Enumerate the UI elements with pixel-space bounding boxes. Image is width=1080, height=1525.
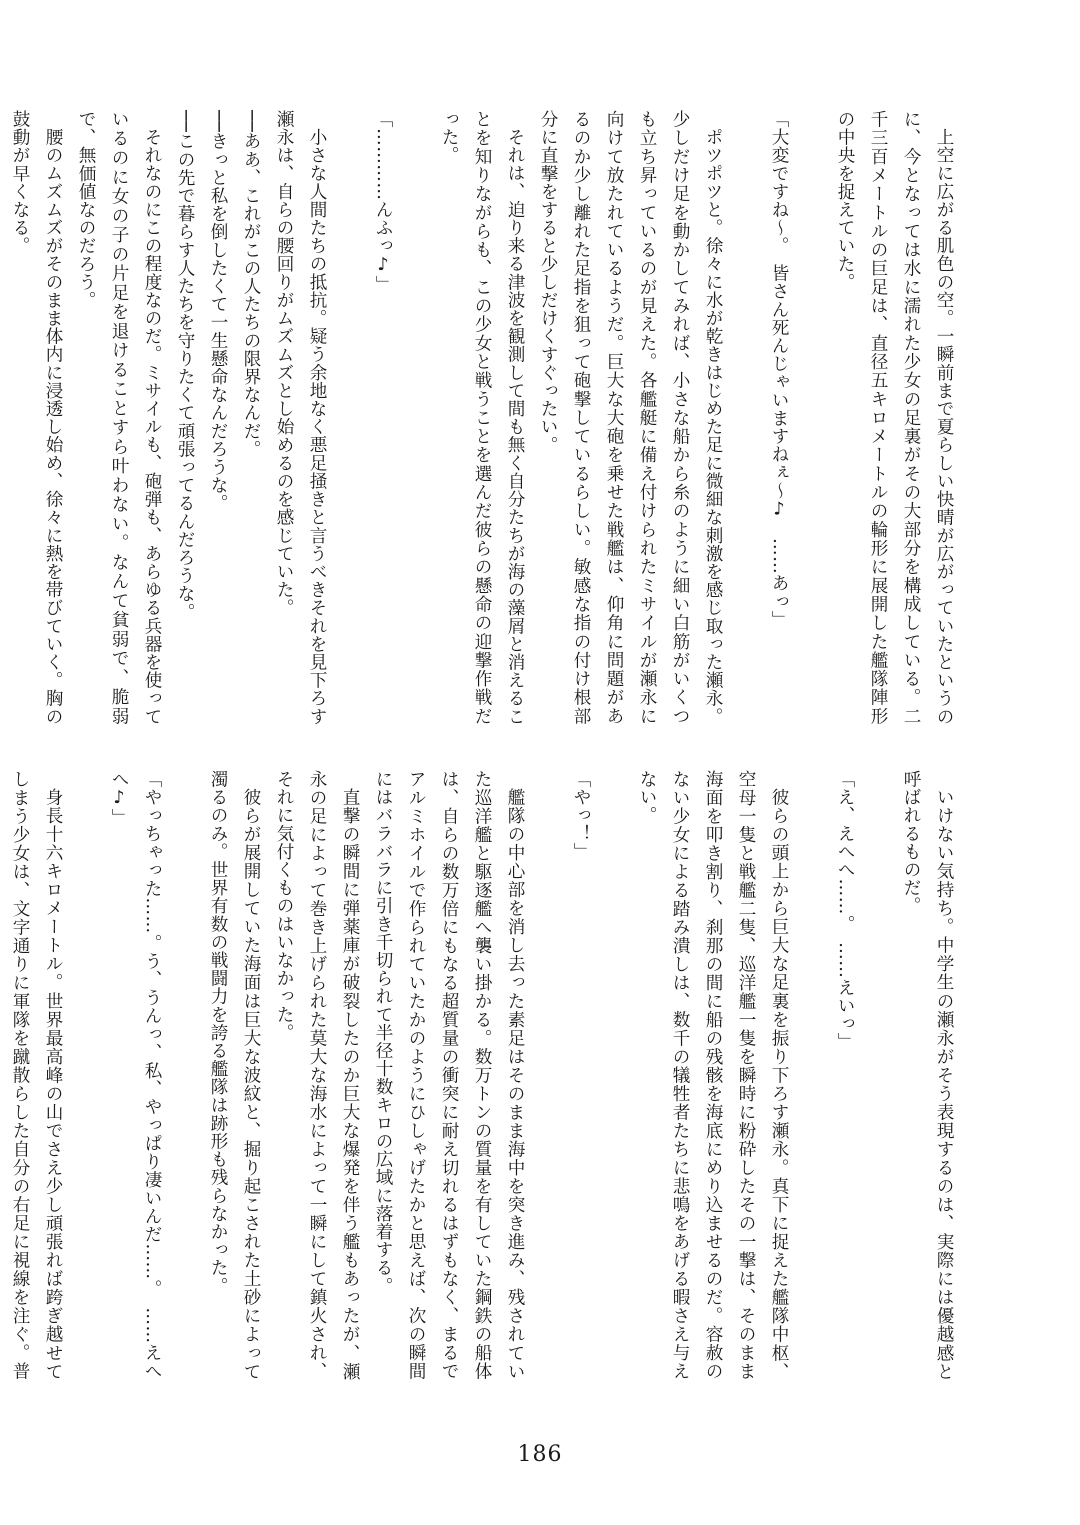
paragraph: 腰のムズムズがそのまま体内に浸透し始め、徐々に熱を帯びていく。胸の鼓動が早くなる。 <box>10 110 63 725</box>
paragraph: 小さな人間たちの抵抗。疑う余地なく悪足掻きと言うべきそれを見下ろす瀬永は、自らの腰回りがムズムズとし始めるのを感じていた。 <box>274 110 327 725</box>
blank-line <box>729 110 762 725</box>
dialogue-line: ──この先で暮らす人たちを守りたくて頑張ってるんだろうな。 <box>175 110 195 621</box>
dialogue-line: 「やっちゃった……。う、うんっ、私、やっぱり凄いんだ……。 ……えへへ♪」 <box>109 770 162 1380</box>
page-number: 186 <box>517 1442 563 1467</box>
dialogue-line: 「大変ですね〜。 皆さん死んじゃいますねぇ〜♪ ……あっ」 <box>769 110 789 629</box>
dialogue-line: 「やっ！」 <box>571 770 591 861</box>
blank-line <box>597 770 630 1380</box>
blank-line <box>69 770 102 1380</box>
blank-line <box>861 770 894 1380</box>
paragraph: 彼らの頭上から巨大な足裏を振り下ろす瀬永。真下に捉えた艦隊中枢、空母一隻と戦艦二隻、巡洋艦一隻を瞬時に粉砕したその一撃は、そのまま海面を叩き割り、刹那の間に船の残骸を海底にめり込ませるのだ。容赦のない少女による踏み潰しは、数千の犠牲者たちに悲鳴をあげる暇さえ与えない。 <box>637 770 789 1380</box>
lower-text-block <box>10 770 960 1380</box>
blank-line <box>795 770 828 1380</box>
upper-text-block <box>10 110 960 725</box>
paragraph: 身長十六キロメートル。世界最高峰の山でさえ少し頑張れば跨ぎ越せてしまう少女は、文字通りに軍隊を蹴散らした自分の右足に視線を注ぐ。普 <box>10 770 63 1380</box>
paragraph: それは、迫り来る津波を観測して間も無く自分たちが海の藻屑と消えることを知りながらも、この少女と戦うことを選んだ彼らの懸命の迎撃作戦だった。 <box>439 110 525 725</box>
paragraph: ポツポツと。徐々に水が乾きはじめた足に微細な刺激を感じ取った瀬永。少しだけ足を動かしてみれば、小さな船から糸のように細い白筋がいくつも立ち昇っているのが見えた。各艦艇に備え付けられたミサイルが瀬永に向けて放たれているようだ。巨大な大砲を乗せた戦艦は、仰角に問題があるのか少し離れた足指を狙って砲撃しているらしい。敏感な指の付け根部分に直撃をすると少しだけくすぐったい。 <box>538 110 723 725</box>
blank-line <box>531 770 564 1380</box>
paragraph: 彼らが展開していた海面は巨大な波紋と、掘り起こされた土砂によって濁るのみ。世界有数の戦闘力を誇る艦隊は跡形も残らなかった。 <box>208 770 261 1380</box>
blank-line <box>795 110 828 725</box>
paragraph: 艦隊の中心部を消し去った素足はそのまま海中を突き進み、残されていた巡洋艦と駆逐艦へ襲い掛かる。数万トンの質量を有していた鋼鉄の船体は、自らの数万倍にもなる超質量の衝突に耐え切れるはずもなく、まるでアルミホイルで作られていたかのようにひしゃげたかと思えば、次の瞬間にはバラバラに引き千切られて半径十数キロの広域に落着する。 <box>373 770 525 1380</box>
blank-line <box>168 770 201 1380</box>
dialogue-line: 「…………んふっ♪」 <box>373 110 393 294</box>
paragraph: いけない気持ち。中学生の瀬永がそう表現するのは、実際には優越感と呼ばれるものだ。 <box>901 770 954 1380</box>
paragraph <box>0 110 3 725</box>
blank-line <box>333 110 366 725</box>
dialogue-line: 「え、えへへ……。 ……えいっ」 <box>835 770 855 1051</box>
paragraph: それなのにこの程度なのだ。ミサイルも、砲弾も、あらゆる兵器を使っているのに女の子の片足を退けることすら叶わない。なんて貧弱で、脆弱で、無価値なのだろう。 <box>76 110 162 725</box>
dialogue-line: ──ああ、これがこの人たちの限界なんだ。 <box>241 110 261 458</box>
blank-line <box>399 110 432 725</box>
dialogue-line: ──きっと私を倒したくて一生懸命なんだろうな。 <box>208 110 228 513</box>
paragraph: 直撃の瞬間に弾薬庫が破裂したのか巨大な爆発を伴う艦もあったが、瀬永の足によって巻き上げられた莫大な海水によって一瞬にして鎮火され、それに気付くものはいなかった。 <box>274 770 360 1380</box>
paragraph: 上空に広がる肌色の空。一瞬前まで夏らしい快晴が広がっていたというのに、今となっては水に濡れた少女の足裏がその大部分を構成している。二千三百メートルの巨足は、直径五キロメートルの輪形に展開した艦隊陣形の中央を捉えていた。 <box>835 110 954 725</box>
